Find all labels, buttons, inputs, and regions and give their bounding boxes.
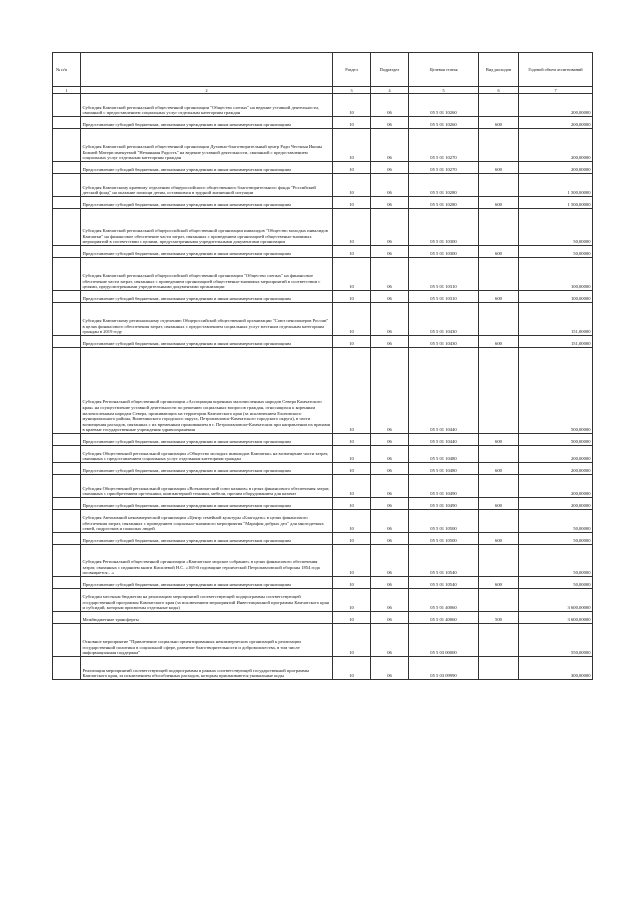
row-amount: 50,00000 — [519, 533, 593, 545]
row-amount: 50,00000 — [519, 577, 593, 589]
row-razdel: 10 — [333, 446, 371, 463]
row-podrazdel: 06 — [371, 533, 409, 545]
row-expense-type — [479, 657, 519, 680]
row-number — [53, 657, 81, 680]
row-podrazdel: 06 — [371, 174, 409, 197]
row-number — [53, 162, 81, 174]
row-name: Предоставление субсидий бюджетным, автономным учреждениям и иным некоммерческим организациям — [81, 498, 333, 510]
row-amount: 200,00000 — [519, 498, 593, 510]
row-name: Субсидия Общественной региональной организации «Общество молодых инвалидов Камчатки» на возмещение части затрат, связанных с предоставлением социальных услуг отдельным категориям граждан — [81, 446, 333, 463]
table-row — [53, 129, 593, 162]
row-razdel: 10 — [333, 475, 371, 498]
table-row — [53, 577, 593, 589]
row-podrazdel: 06 — [371, 209, 409, 246]
column-number: 4 — [371, 87, 409, 94]
row-podrazdel: 06 — [371, 162, 409, 174]
row-target-article: 05 5 01 10260 — [409, 94, 479, 117]
row-razdel: 10 — [333, 624, 371, 657]
row-razdel: 10 — [333, 197, 371, 209]
row-target-article: 05 5 01 10500 — [409, 533, 479, 545]
column-number: 7 — [519, 87, 593, 94]
row-podrazdel: 06 — [371, 303, 409, 336]
row-razdel: 10 — [333, 336, 371, 348]
table-row — [53, 589, 593, 612]
row-name: Предоставление субсидий бюджетным, автономным учреждениям и иным некоммерческим организациям — [81, 291, 333, 303]
row-number — [53, 258, 81, 291]
row-number — [53, 498, 81, 510]
header-podrazdel: Подраздел — [371, 53, 409, 87]
row-amount: 200,00000 — [519, 463, 593, 475]
row-target-article: 05 5 03 00000 — [409, 624, 479, 657]
row-target-article: 05 5 01 10300 — [409, 246, 479, 258]
row-amount: 151,00000 — [519, 336, 593, 348]
row-expense-type — [479, 510, 519, 533]
header-expense-type: Вид расходов — [479, 53, 519, 87]
row-number — [53, 197, 81, 209]
row-expense-type: 600 — [479, 533, 519, 545]
row-podrazdel: 06 — [371, 434, 409, 446]
row-name: Субсидия Камчатской региональной общественной организации Духовно-благотворительный центр Ради Честныя Иконы Божией Матери именуемой "Нечаянная Радость" на ведение уставной деятельности, связанной с предоставлением социальных услуг отдельным категориям граждан — [81, 129, 333, 162]
row-amount: 200,00000 — [519, 117, 593, 129]
table-row — [53, 174, 593, 197]
row-amount: 200,00000 — [519, 162, 593, 174]
row-number — [53, 624, 81, 657]
row-razdel: 10 — [333, 498, 371, 510]
row-number — [53, 589, 81, 612]
row-expense-type — [479, 589, 519, 612]
row-podrazdel: 06 — [371, 657, 409, 680]
row-number — [53, 94, 81, 117]
row-number — [53, 545, 81, 577]
row-razdel: 10 — [333, 94, 371, 117]
row-amount: 151,00000 — [519, 303, 593, 336]
table-row — [53, 336, 593, 348]
table-row — [53, 498, 593, 510]
row-razdel: 10 — [333, 303, 371, 336]
row-target-article: 05 5 01 10430 — [409, 336, 479, 348]
row-amount: 500,00000 — [519, 434, 593, 446]
row-target-article: 05 5 01 10430 — [409, 303, 479, 336]
row-number — [53, 446, 81, 463]
table-row — [53, 246, 593, 258]
table-row — [53, 624, 593, 657]
table-row — [53, 545, 593, 577]
row-amount: 1 500,00000 — [519, 197, 593, 209]
row-razdel: 10 — [333, 463, 371, 475]
table-row — [53, 209, 593, 246]
row-target-article: 05 5 01 10540 — [409, 577, 479, 589]
row-expense-type: 600 — [479, 577, 519, 589]
row-name: Субсидия Камчатскому региональному отделению Общероссийской общественной организации "Союз пенсионеров России" в целях финансового обеспечения затрат, связанных с предоставлением социальных услуг местным отдельным категориям граждан в 2019 году — [81, 303, 333, 336]
row-target-article: 05 5 01 10440 — [409, 434, 479, 446]
table-row — [53, 463, 593, 475]
header-razdel: Раздел — [333, 53, 371, 87]
row-expense-type: 600 — [479, 498, 519, 510]
row-razdel: 10 — [333, 589, 371, 612]
row-target-article: 05 5 01 10280 — [409, 174, 479, 197]
row-razdel: 10 — [333, 258, 371, 291]
row-name: Основное мероприятие "Привлечение социально ориентированных некоммерческих организаций к реализации государственной политики в социальной сфере, развитие благотворительности и добровольчества, в том числе информационная поддержка" — [81, 624, 333, 657]
table-row — [53, 533, 593, 545]
row-number — [53, 510, 81, 533]
row-number — [53, 129, 81, 162]
row-name: Субсидия Камчатской региональной общероссийской общественной организации "Общество слепых" на финансовое обеспечение части затрат, связанных с проведением организацией общественно-значимых мероприятий в соответствии с целями, предусмотренными учредительными документами организации — [81, 258, 333, 291]
row-expense-type — [479, 446, 519, 463]
row-target-article: 05 5 01 10540 — [409, 545, 479, 577]
row-razdel: 10 — [333, 209, 371, 246]
column-numbers-row — [53, 87, 593, 94]
table-row — [53, 197, 593, 209]
row-number — [53, 348, 81, 434]
row-target-article: 05 5 01 10440 — [409, 348, 479, 434]
row-expense-type: 600 — [479, 291, 519, 303]
row-number — [53, 577, 81, 589]
row-target-article: 05 5 01 10310 — [409, 258, 479, 291]
row-name: Субсидия Камчатскому краевому отделению общероссийского общественного благотворительного фонда "Российский детский фонд" на оказание помощи детям, оставшимся в трудной жизненной ситуации — [81, 174, 333, 197]
row-name: Предоставление субсидий бюджетным, автономным учреждениям и иным некоммерческим организациям — [81, 117, 333, 129]
table-row — [53, 510, 593, 533]
row-target-article: 05 5 01 10260 — [409, 117, 479, 129]
row-razdel: 10 — [333, 129, 371, 162]
row-amount: 200,00000 — [519, 129, 593, 162]
row-name: Предоставление субсидий бюджетным, автономным учреждениям и иным некоммерческим организациям — [81, 246, 333, 258]
row-name: Субсидии местным бюджетам на реализацию мероприятий соответствующей подпрограммы соответствующей государственной программы Камчатского края (за исключением мероприятий Инвестиционной программы Камчатского края и субсидий, которым присвоены отдельные коды) — [81, 589, 333, 612]
row-target-article: 05 5 01 10480 — [409, 446, 479, 463]
row-expense-type: 500 — [479, 612, 519, 624]
document-page — [52, 52, 592, 680]
row-number — [53, 209, 81, 246]
column-number: 1 — [53, 87, 81, 94]
row-podrazdel: 06 — [371, 94, 409, 117]
row-target-article: 05 5 01 10280 — [409, 197, 479, 209]
row-amount: 550,00000 — [519, 624, 593, 657]
row-podrazdel: 06 — [371, 348, 409, 434]
table-row — [53, 94, 593, 117]
row-amount: 300,00000 — [519, 657, 593, 680]
row-name: Субсидия Региональной общественной организации «Ассоциация коренных малочисленных народов Севера Камчатского края» на осуществление уставной деятельности по решению социальных вопросов граждан, относящихся к коренным малочисленным народам Севера, проживающих на территории Камчатского края (за исключением Елизовского муниципального района, Вилючинского городского округа, Петропавловск-Камчатского городского округа), в части возмещения расходов, связанных с их временным проживанием в г. Петропавловске-Камчатском при направлении их врачами в краевые государственные учреждения здравоохранения — [81, 348, 333, 434]
row-razdel: 10 — [333, 291, 371, 303]
row-target-article: 05 5 01 10490 — [409, 475, 479, 498]
row-podrazdel: 06 — [371, 197, 409, 209]
column-number: 6 — [479, 87, 519, 94]
row-podrazdel: 06 — [371, 246, 409, 258]
row-name: Предоставление субсидий бюджетным, автономным учреждениям и иным некоммерческим организациям — [81, 463, 333, 475]
row-name: Предоставление субсидий бюджетным, автономным учреждениям и иным некоммерческим организациям — [81, 197, 333, 209]
row-number — [53, 475, 81, 498]
row-name: Предоставление субсидий бюджетным, автономным учреждениям и иным некоммерческим организациям — [81, 434, 333, 446]
row-number — [53, 336, 81, 348]
row-number — [53, 117, 81, 129]
table-row — [53, 475, 593, 498]
row-podrazdel: 06 — [371, 258, 409, 291]
table-header-row — [53, 53, 593, 87]
row-razdel: 10 — [333, 545, 371, 577]
row-razdel: 10 — [333, 162, 371, 174]
row-podrazdel: 06 — [371, 129, 409, 162]
row-number — [53, 174, 81, 197]
row-podrazdel: 06 — [371, 545, 409, 577]
row-podrazdel: 06 — [371, 624, 409, 657]
row-name: Субсидия Камчатской региональной общероссийской общественной организации инвалидов "Общество молодых инвалидов Камчатки" на финансовое обеспечение части затрат, связанных с проведением организацией общественно-значимых мероприятий в соответствии с целями, предусмотренными учредительными документами организации — [81, 209, 333, 246]
row-expense-type: 600 — [479, 434, 519, 446]
row-target-article: 05 5 01 40060 — [409, 612, 479, 624]
row-expense-type — [479, 624, 519, 657]
row-podrazdel: 06 — [371, 446, 409, 463]
row-target-article: 05 5 01 10300 — [409, 209, 479, 246]
row-number — [53, 533, 81, 545]
row-podrazdel: 06 — [371, 612, 409, 624]
row-expense-type: 600 — [479, 162, 519, 174]
row-razdel: 10 — [333, 117, 371, 129]
row-podrazdel: 06 — [371, 510, 409, 533]
row-expense-type — [479, 303, 519, 336]
row-number — [53, 612, 81, 624]
row-expense-type: 600 — [479, 246, 519, 258]
row-podrazdel: 06 — [371, 498, 409, 510]
row-target-article: 05 5 01 10310 — [409, 291, 479, 303]
table-row — [53, 303, 593, 336]
row-razdel: 10 — [333, 510, 371, 533]
row-name: Предоставление субсидий бюджетным, автономным учреждениям и иным некоммерческим организациям — [81, 336, 333, 348]
table-row — [53, 117, 593, 129]
row-razdel: 10 — [333, 612, 371, 624]
row-expense-type — [479, 475, 519, 498]
row-podrazdel: 06 — [371, 589, 409, 612]
row-target-article: 05 5 01 10480 — [409, 463, 479, 475]
row-amount: 200,00000 — [519, 446, 593, 463]
row-expense-type — [479, 348, 519, 434]
row-name: Субсидия Камчатской региональной общественной организации "Общество слепых" на ведение уставной деятельности, связанной с предоставлением социальных услуг отдельным категориям граждан — [81, 94, 333, 117]
row-razdel: 10 — [333, 174, 371, 197]
row-amount: 200,00000 — [519, 475, 593, 498]
row-number — [53, 303, 81, 336]
row-expense-type — [479, 209, 519, 246]
row-name: Субсидия Общественной региональной организации «Всекамчатский союз казаков» в целях финансового обеспечения затрат, связанных с приобретением оргтехники, компьютерной техники, мебели, прочим оборудованием для казачат — [81, 475, 333, 498]
row-expense-type — [479, 258, 519, 291]
row-target-article: 05 5 01 10500 — [409, 510, 479, 533]
row-razdel: 10 — [333, 577, 371, 589]
row-target-article: 05 5 01 10270 — [409, 162, 479, 174]
row-amount: 1 500,00000 — [519, 174, 593, 197]
row-podrazdel: 06 — [371, 577, 409, 589]
row-razdel: 10 — [333, 533, 371, 545]
row-number — [53, 463, 81, 475]
row-name: Предоставление субсидий бюджетным, автономным учреждениям и иным некоммерческим организациям — [81, 162, 333, 174]
row-target-article: 05 5 01 10270 — [409, 129, 479, 162]
table-row — [53, 434, 593, 446]
row-podrazdel: 06 — [371, 117, 409, 129]
row-target-article: 05 5 01 10490 — [409, 498, 479, 510]
row-razdel: 10 — [333, 434, 371, 446]
header-target-article: Целевая статья — [409, 53, 479, 87]
row-amount: 50,00000 — [519, 246, 593, 258]
row-expense-type: 600 — [479, 336, 519, 348]
table-row — [53, 162, 593, 174]
row-name: Реализация мероприятий соответствующей подпрограммы в рамках соответствующей государственной программы Камчатского края, за исключением обособленных расходов, которым присваиваются уникальные коды — [81, 657, 333, 680]
row-expense-type — [479, 174, 519, 197]
row-expense-type — [479, 129, 519, 162]
row-name: Субсидия Автономной некоммерческой организации «Центр семейной культуры «Благодать» в целях финансового обеспечения затрат, связанных с проведением социально-значимого мероприятия "Марафон добрых дел" для многодетных семей, подростков и пожилых людей — [81, 510, 333, 533]
row-expense-type: 600 — [479, 463, 519, 475]
row-expense-type: 600 — [479, 197, 519, 209]
table-row — [53, 348, 593, 434]
row-podrazdel: 06 — [371, 291, 409, 303]
row-expense-type: 600 — [479, 117, 519, 129]
header-number: № п/п — [53, 53, 81, 87]
row-amount: 50,00000 — [519, 209, 593, 246]
row-name: Субсидия Региональной общественной организации «Камчатское морское собрание» в целях финансового обеспечения затрат, связанных с изданием книги Кисилевой Н.С. «165-й годовщине героической Петропавловской обороны 1854 года посвящается…» — [81, 545, 333, 577]
row-amount: 200,00000 — [519, 94, 593, 117]
row-name: Предоставление субсидий бюджетным, автономным учреждениям и иным некоммерческим организациям — [81, 533, 333, 545]
row-expense-type — [479, 94, 519, 117]
row-amount: 50,00000 — [519, 545, 593, 577]
header-name — [81, 53, 333, 87]
row-amount: 3 600,00000 — [519, 612, 593, 624]
row-number — [53, 291, 81, 303]
row-podrazdel: 06 — [371, 463, 409, 475]
row-target-article: 05 5 03 09990 — [409, 657, 479, 680]
row-target-article: 05 5 01 40060 — [409, 589, 479, 612]
row-amount: 100,00000 — [519, 291, 593, 303]
row-amount: 50,00000 — [519, 510, 593, 533]
table-row — [53, 612, 593, 624]
row-podrazdel: 06 — [371, 475, 409, 498]
header-annual-amount: Годовой объем ассигнований — [519, 53, 593, 87]
row-amount: 100,00000 — [519, 258, 593, 291]
table-row — [53, 657, 593, 680]
row-number — [53, 434, 81, 446]
row-amount: 3 600,00000 — [519, 589, 593, 612]
row-name: Предоставление субсидий бюджетным, автономным учреждениям и иным некоммерческим организациям — [81, 577, 333, 589]
column-number: 5 — [409, 87, 479, 94]
table-row — [53, 258, 593, 291]
column-number: 3 — [333, 87, 371, 94]
row-number — [53, 246, 81, 258]
row-name: Межбюджетные трансферты — [81, 612, 333, 624]
table-row — [53, 446, 593, 463]
row-razdel: 10 — [333, 657, 371, 680]
row-amount: 500,00000 — [519, 348, 593, 434]
budget-table — [52, 52, 593, 680]
row-podrazdel: 06 — [371, 336, 409, 348]
column-number: 2 — [81, 87, 333, 94]
table-row — [53, 291, 593, 303]
row-razdel: 10 — [333, 348, 371, 434]
row-razdel: 10 — [333, 246, 371, 258]
row-expense-type — [479, 545, 519, 577]
